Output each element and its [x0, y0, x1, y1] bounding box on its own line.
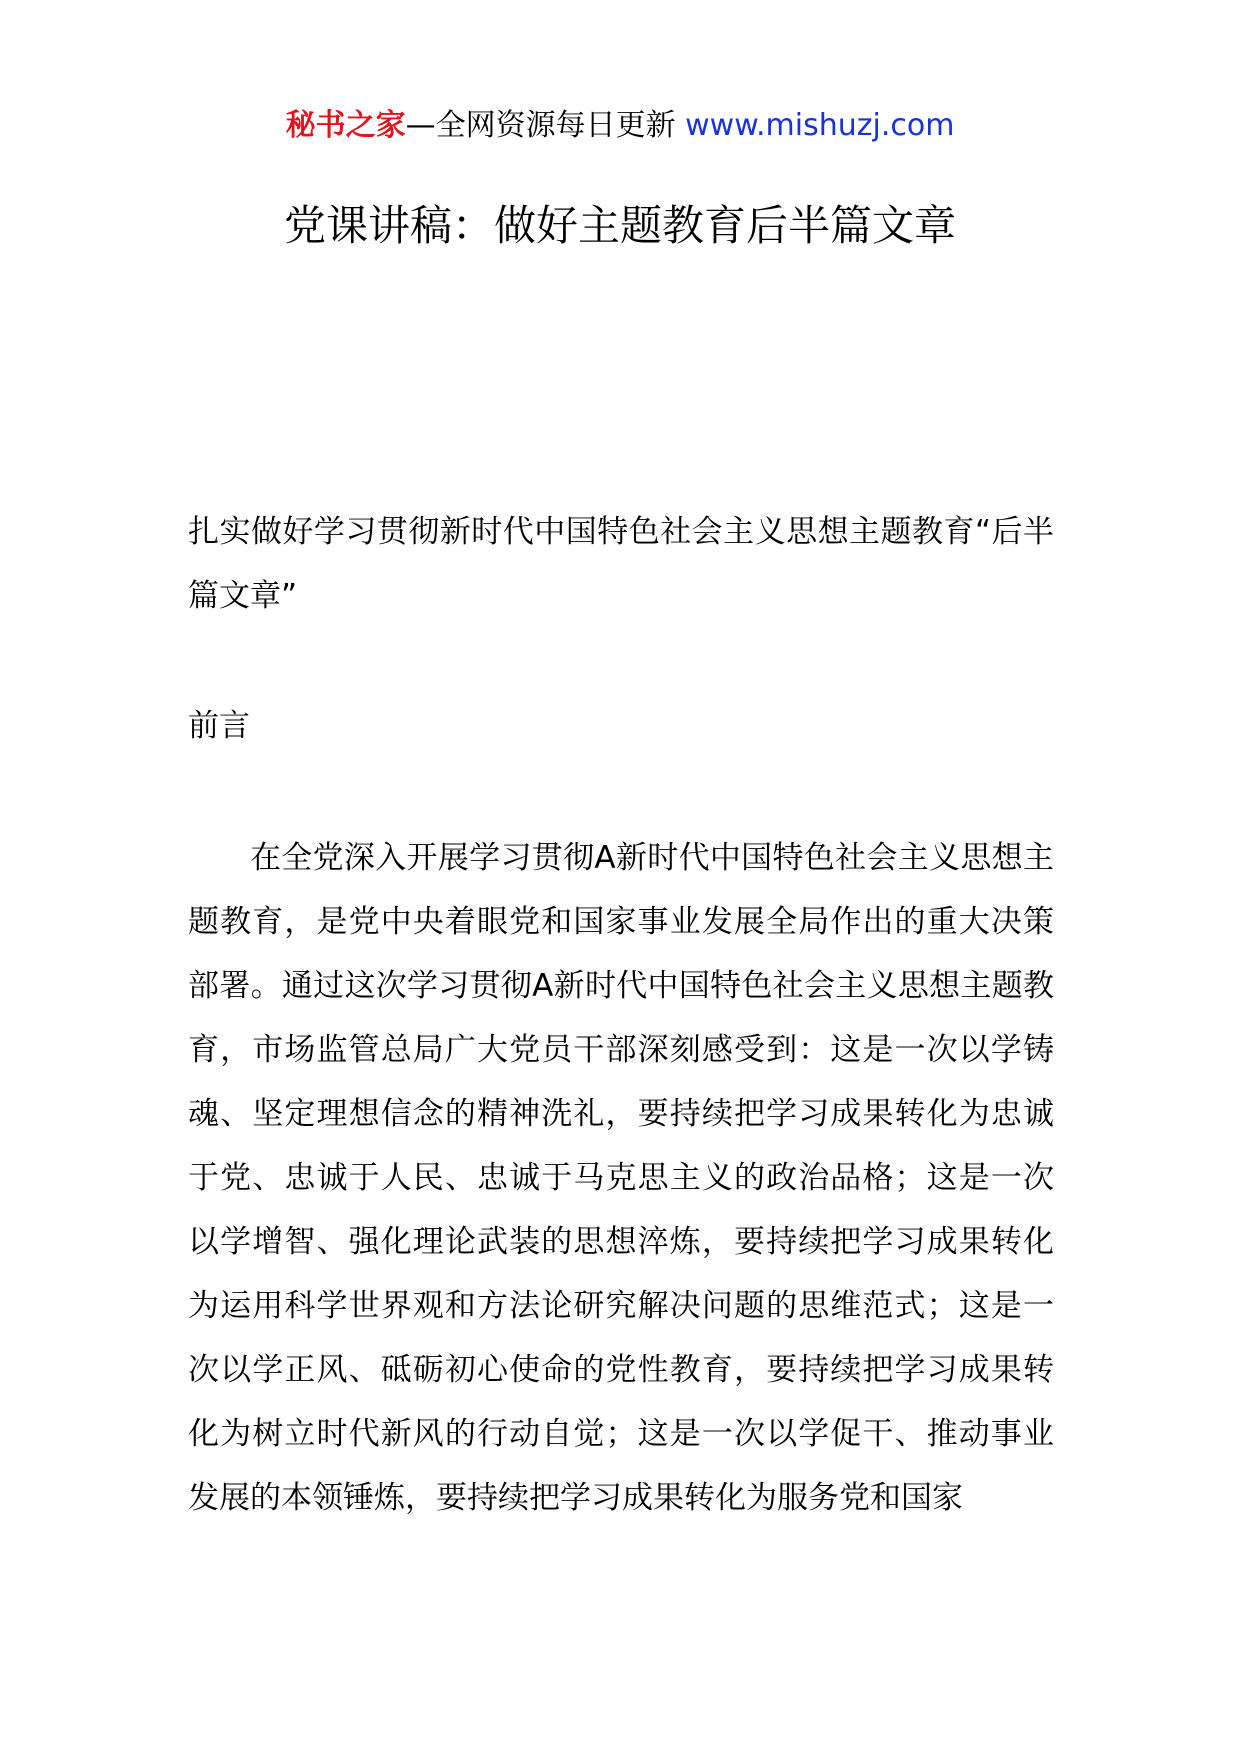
site-tagline: —全网资源每日更新 — [405, 108, 686, 143]
document-subtitle: 扎实做好学习贯彻新时代中国特色社会主义思想主题教育“后半篇文章” — [188, 514, 1054, 614]
site-header — [0, 106, 1240, 146]
document-title: 党课讲稿：做好主题教育后半篇文章 — [283, 201, 956, 250]
site-url: www.mishuzj.com — [685, 108, 955, 143]
preface-heading: 前言 — [188, 708, 250, 744]
body-paragraph: 在全党深入开展学习贯彻A新时代中国特色社会主义思想主题教育，是党中央着眼党和国家事业发展全局作出的重大决策部署。通过这次学习贯彻A新时代中国特色社会主义思想主题教育，市场监管总局广大党员干部深刻感受到：这是一次以学铸魂、坚定理想信念的精神洗礼，要持续把学习成果转化为忠诚于党、忠诚于人民、忠诚于马克思主义的政治品格；这是一次以学增智、强化理论武装的思想淬炼，要持续把学习成果转化为运用科学世界观和方法论研究解决问题的思维范式；这是一次以学正风、砥砺初心使命的党性教育，要持续把学习成果转化为树立时代新风的行动自觉；这是一次以学促干、推动事业发展的本领锤炼，要持续把学习成果转化为服务党和国家 — [188, 840, 1054, 1516]
site-brand: 秘书之家 — [285, 108, 406, 143]
